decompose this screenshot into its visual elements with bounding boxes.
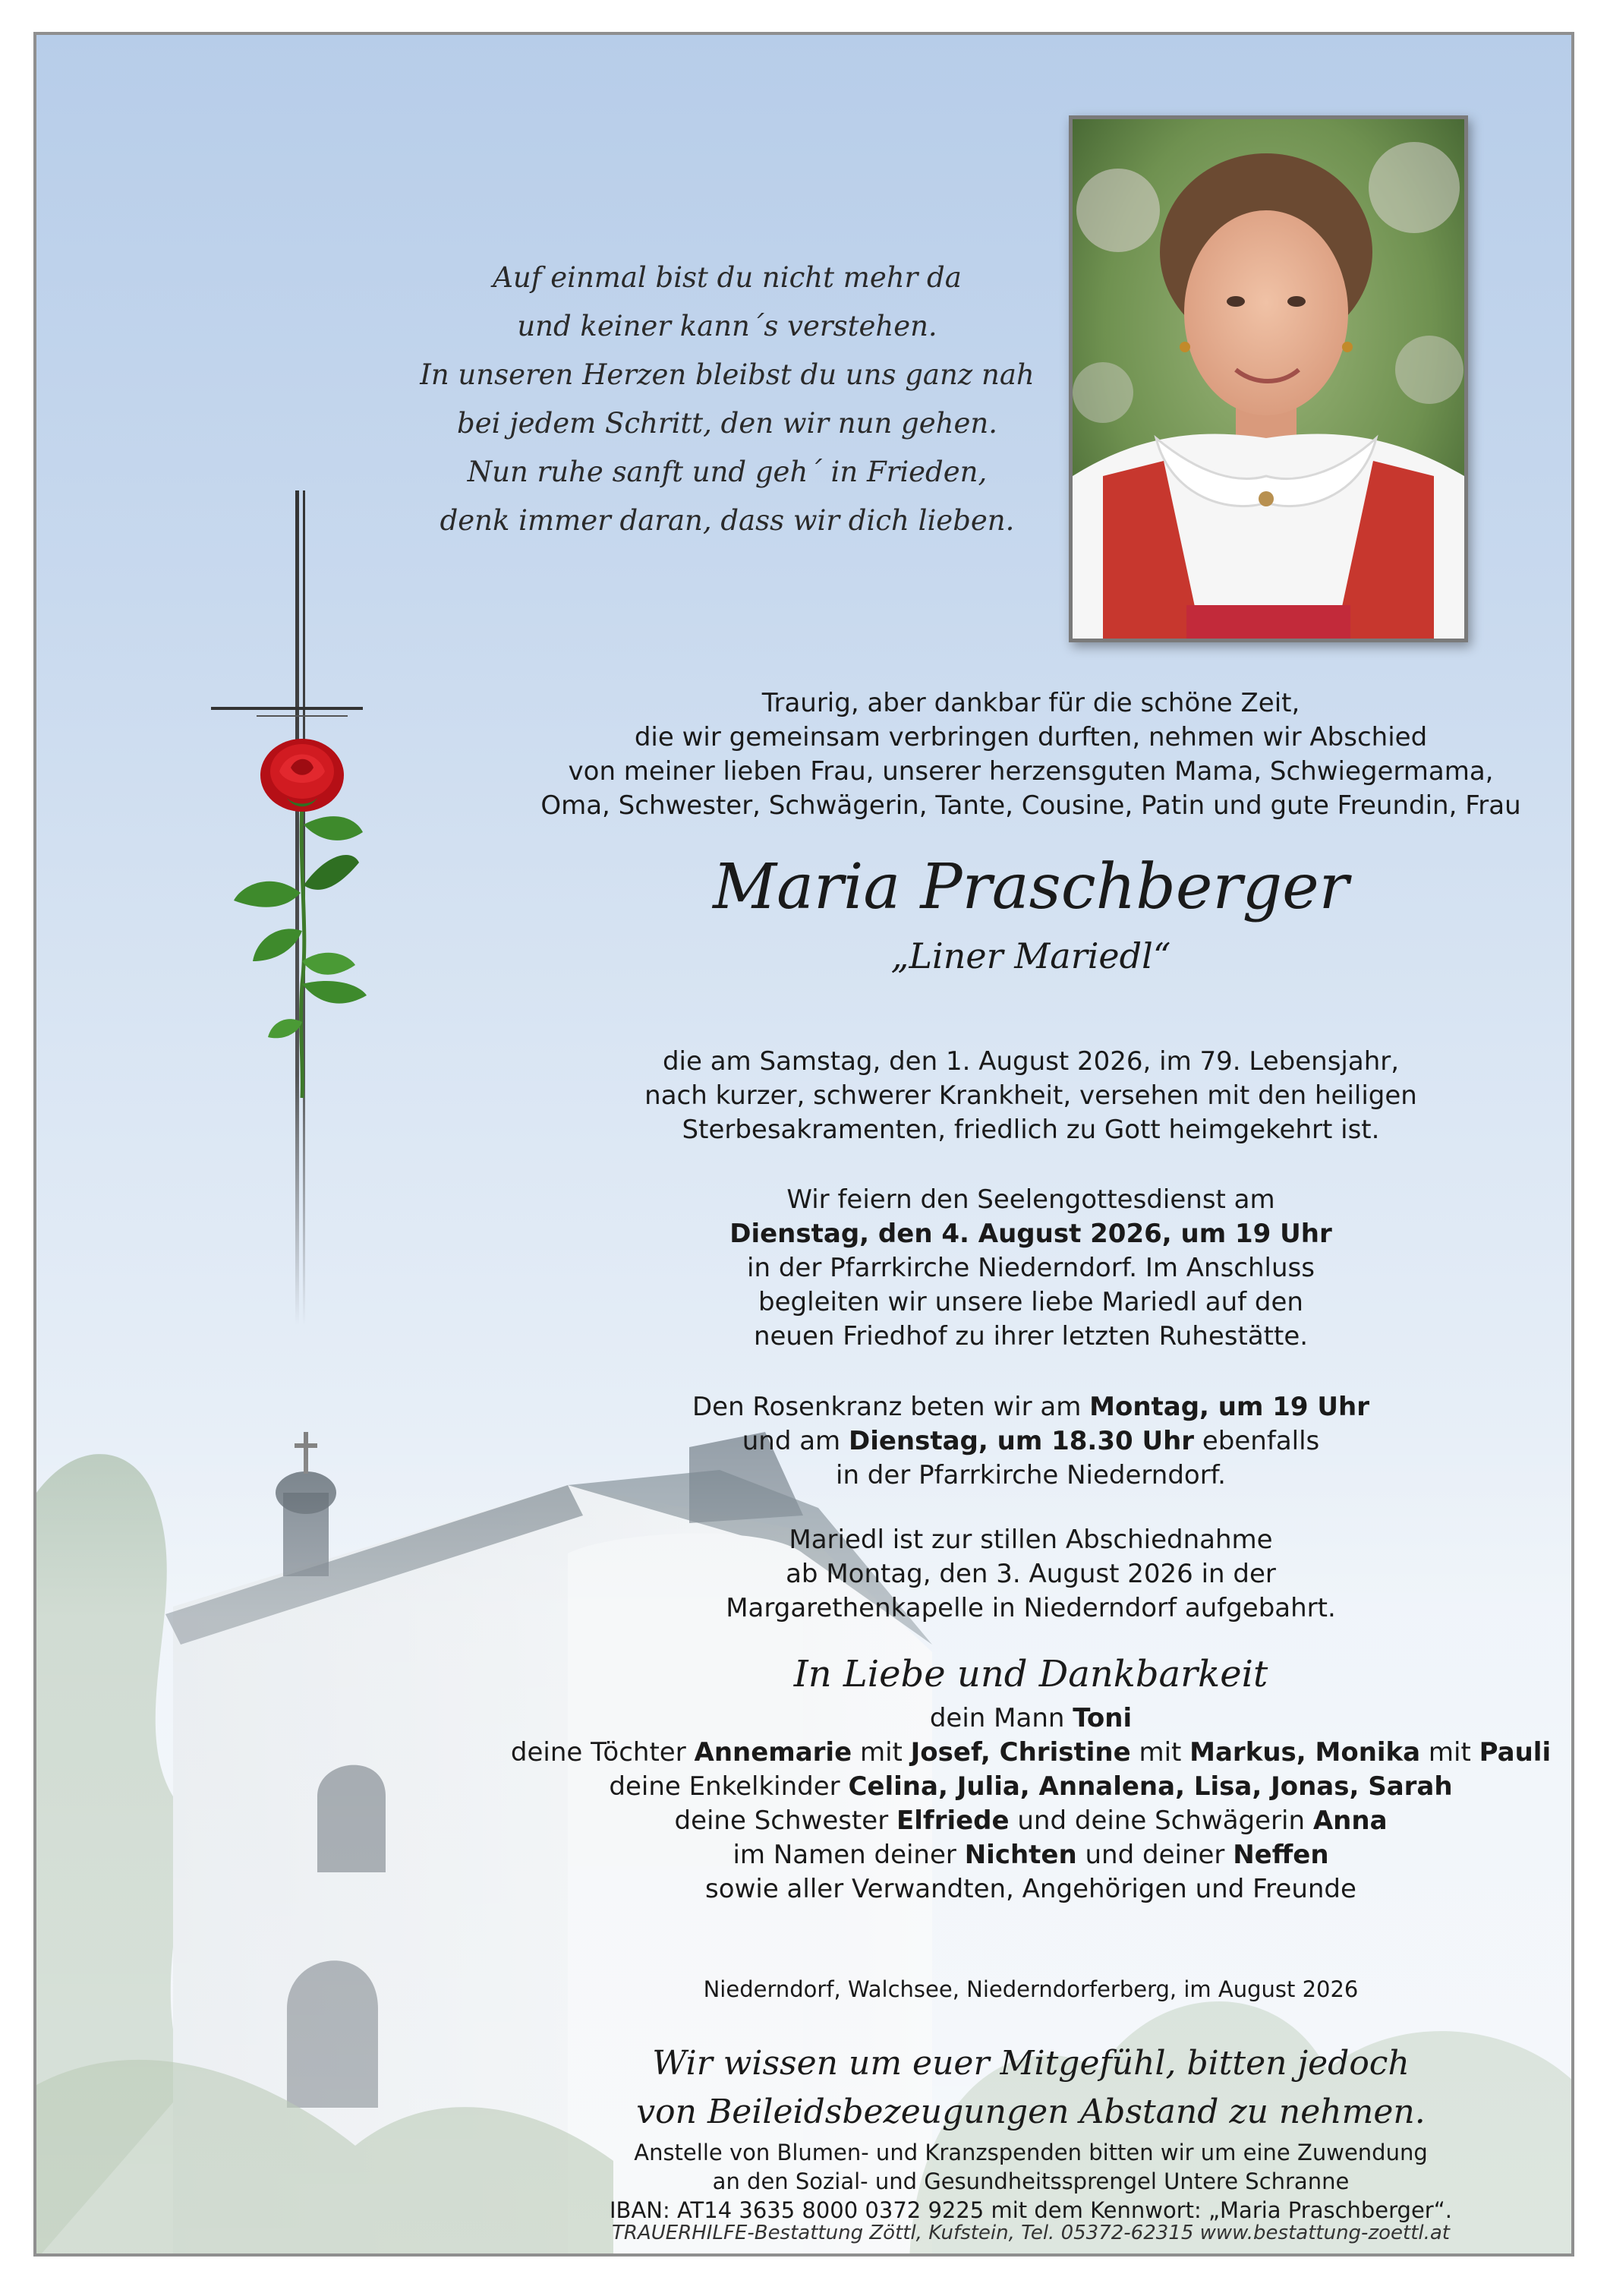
mourner-name: Celina, Julia, Annalena, Lisa, Jonas, Sarah [848,1771,1453,1802]
intro-line: Oma, Schwester, Schwägerin, Tante, Cousine, Patin und gute Freundin, Frau [540,790,1521,821]
mourner-name: Anna [1312,1806,1388,1836]
mourner-text: mit [1420,1737,1479,1768]
verse-line: und keiner kann´s verstehen. [517,310,937,342]
place-date: Niederndorf, Walchsee, Niederndorferberg, im August 2026 [703,1976,1359,2002]
death-line: nach kurzer, schwerer Krankheit, versehen mit den heiligen [644,1080,1417,1111]
deceased-nickname: „Liner Mariedl“ [890,935,1171,976]
intro-line: die wir gemeinsam verbringen durften, nehmen wir Abschied [634,722,1428,752]
donation-line: IBAN: AT14 3635 8000 0372 9225 mit dem Kennwort: „Maria Praschberger“. [610,2197,1452,2223]
service-date: Dienstag, den 4. August 2026, um 19 Uhr [729,1219,1332,1249]
intro-line: von meiner lieben Frau, unserer herzensguten Mama, Schwiegermama, [568,756,1494,787]
mourner-text: deine Schwester [674,1806,897,1836]
mourner-name: Nichten [964,1840,1077,1870]
intro-line: Traurig, aber dankbar für die schöne Zeit, [761,688,1300,718]
rose-icon [226,733,393,1113]
obituary-card [33,32,1574,2257]
rosary-text: ebenfalls [1194,1426,1320,1456]
death-line: die am Samstag, den 1. August 2026, im 79. Lebensjahr, [662,1046,1400,1077]
mourner-text: mit [1130,1737,1190,1768]
mourner-text: mit [852,1737,911,1768]
service-line: neuen Friedhof zu ihrer letzten Ruhestätte. [753,1321,1309,1351]
closing-line: von Beileidsbezeugungen Abstand zu nehmen. [636,2093,1426,2131]
memorial-verse [363,254,1092,545]
mourner-text: dein Mann [929,1703,1073,1733]
rosary-time: Montag, um 19 Uhr [1089,1392,1370,1422]
rosary-text: Den Rosenkranz beten wir am [692,1392,1090,1422]
mourner-name: Josef, Christine [910,1737,1131,1768]
verse-line: Nun ruhe sanft und geh´ in Frieden, [467,456,988,488]
rosary-text: in der Pfarrkirche Niederndorf. [836,1460,1226,1490]
viewing-line: Mariedl ist zur stillen Abschiednahme [789,1525,1273,1555]
viewing-line: ab Montag, den 3. August 2026 in der [786,1559,1276,1589]
verse-line: bei jedem Schritt, den wir nun gehen. [457,407,997,440]
love-heading: In Liebe und Dankbarkeit [793,1653,1268,1695]
mourners-list [492,1702,1570,1906]
mourner-name: Annemarie [694,1737,852,1768]
mourner-text: im Namen deiner [733,1840,965,1870]
mourner-text: und deiner [1076,1840,1233,1870]
closing-line: Wir wissen um euer Mitgefühl, bitten jedoch [652,2044,1410,2083]
viewing-info [492,1523,1570,1626]
mourner-text: und deine Schwägerin [1009,1806,1313,1836]
verse-line: Auf einmal bist du nicht mehr da [493,261,962,294]
donation-info [492,2138,1570,2225]
service-line: begleiten wir unsere liebe Mariedl auf den [758,1287,1303,1317]
donation-line: Anstelle von Blumen- und Kranzspenden bitten wir um eine Zuwendung [634,2140,1428,2165]
service-line: in der Pfarrkirche Niederndorf. Im Anschluss [747,1253,1315,1283]
mourner-name: Elfriede [896,1806,1010,1836]
mourner-text: sowie aller Verwandten, Angehörigen und Freunde [705,1874,1356,1904]
portrait-photo [1069,115,1468,642]
mourner-name: Markus, Monika [1189,1737,1421,1768]
closing-request [492,2039,1570,2137]
verse-line: denk immer daran, dass wir dich lieben. [440,504,1015,537]
service-line: Wir feiern den Seelengottesdienst am [786,1184,1275,1215]
deceased-name: Maria Praschberger [713,851,1349,923]
rosary-text: und am [742,1426,849,1456]
mourner-name: Toni [1073,1703,1133,1733]
intro-text [492,686,1570,823]
mourner-text: deine Enkelkinder [609,1771,849,1802]
death-line: Sterbesakramenten, friedlich zu Gott heimgekehrt ist. [682,1115,1380,1145]
service-info [492,1183,1570,1354]
death-notice [492,1045,1570,1147]
mourner-name: Neffen [1233,1840,1329,1870]
rosary-info [492,1390,1570,1493]
verse-line: In unseren Herzen bleibst du uns ganz nah [420,358,1035,391]
rosary-time: Dienstag, um 18.30 Uhr [848,1426,1195,1456]
donation-line: an den Sozial- und Gesundheitssprengel Untere Schranne [712,2168,1350,2194]
mourner-name: Pauli [1479,1737,1552,1768]
funeral-home-footer: TRAUERHILFE-Bestattung Zöttl, Kufstein, Tel. 05372-62315 www.bestattung-zoettl.at [612,2222,1450,2244]
viewing-line: Margarethenkapelle in Niederndorf aufgebahrt. [726,1593,1336,1623]
mourner-text: deine Töchter [510,1737,695,1768]
